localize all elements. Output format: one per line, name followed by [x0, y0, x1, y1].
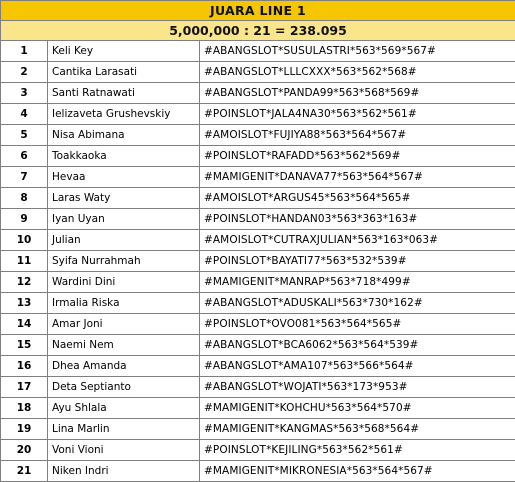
winner-code: #POINSLOT*BAYATI77*563*532*539#: [200, 251, 515, 272]
winner-code: #POINSLOT*JALA4NA30*563*562*561#: [200, 104, 515, 125]
winner-name: Niken Indri: [48, 461, 200, 482]
winner-code: #POINSLOT*OVO081*563*564*565#: [200, 314, 515, 335]
prize-calculation: 5,000,000 : 21 = 238.095: [1, 21, 515, 41]
row-number: 20: [1, 440, 48, 461]
table-row: [1, 83, 515, 104]
winner-name: Voni Vioni: [48, 440, 200, 461]
table-row: [1, 440, 515, 461]
table-row: [1, 188, 515, 209]
winner-name: Julian: [48, 230, 200, 251]
winner-name: Irmalia Riska: [48, 293, 200, 314]
winner-code: #MAMIGENIT*KANGMAS*563*568*564#: [200, 419, 515, 440]
winner-code: #MAMIGENIT*MIKRONESIA*563*564*567#: [200, 461, 515, 482]
row-number: 12: [1, 272, 48, 293]
row-number: 19: [1, 419, 48, 440]
table-row: [1, 419, 515, 440]
winner-name: Cantika Larasati: [48, 62, 200, 83]
winner-code: #MAMIGENIT*DANAVA77*563*564*567#: [200, 167, 515, 188]
winner-name: Iyan Uyan: [48, 209, 200, 230]
table-row: [1, 356, 515, 377]
table-row: [1, 104, 515, 125]
row-number: 9: [1, 209, 48, 230]
table-row: [1, 209, 515, 230]
winner-name: Naemi Nem: [48, 335, 200, 356]
row-number: 18: [1, 398, 48, 419]
row-number: 21: [1, 461, 48, 482]
table-row: [1, 125, 515, 146]
winner-name: Dhea Amanda: [48, 356, 200, 377]
row-number: 17: [1, 377, 48, 398]
subtitle-row: [1, 21, 515, 41]
table-row: [1, 314, 515, 335]
winner-code: #ABANGSLOT*SUSULASTRI*563*569*567#: [200, 41, 515, 62]
row-number: 13: [1, 293, 48, 314]
sheet-title: JUARA LINE 1: [1, 1, 515, 21]
winner-name: Toakkaoka: [48, 146, 200, 167]
table-row: [1, 62, 515, 83]
row-number: 3: [1, 83, 48, 104]
winner-code: #ABANGSLOT*LLLCXXX*563*562*568#: [200, 62, 515, 83]
title-row: [1, 1, 515, 21]
winner-name: Santi Ratnawati: [48, 83, 200, 104]
winner-code: #POINSLOT*HANDAN03*563*363*163#: [200, 209, 515, 230]
winner-code: #ABANGSLOT*BCA6062*563*564*539#: [200, 335, 515, 356]
table-row: [1, 146, 515, 167]
winner-code: #AMOISLOT*CUTRAXJULIAN*563*163*063#: [200, 230, 515, 251]
table-row: [1, 167, 515, 188]
winner-code: #POINSLOT*KEJILING*563*562*561#: [200, 440, 515, 461]
row-number: 1: [1, 41, 48, 62]
winner-code: #ABANGSLOT*AMA107*563*566*564#: [200, 356, 515, 377]
winner-code: #POINSLOT*RAFADD*563*562*569#: [200, 146, 515, 167]
winner-name: Hevaa: [48, 167, 200, 188]
row-number: 14: [1, 314, 48, 335]
table-row: [1, 398, 515, 419]
winner-name: Deta Septianto: [48, 377, 200, 398]
winner-name: Keli Key: [48, 41, 200, 62]
winner-code: #AMOISLOT*FUJIYA88*563*564*567#: [200, 125, 515, 146]
table-row: [1, 272, 515, 293]
winner-name: Lina Marlin: [48, 419, 200, 440]
winner-name: Amar Joni: [48, 314, 200, 335]
winner-name: Nisa Abimana: [48, 125, 200, 146]
table-row: [1, 251, 515, 272]
row-number: 11: [1, 251, 48, 272]
table-row: [1, 461, 515, 482]
row-number: 2: [1, 62, 48, 83]
winner-name: Wardini Dini: [48, 272, 200, 293]
row-number: 10: [1, 230, 48, 251]
winner-name: Ielizaveta Grushevskiy: [48, 104, 200, 125]
winner-code: #MAMIGENIT*MANRAP*563*718*499#: [200, 272, 515, 293]
winner-code: #ABANGSLOT*ADUSKALI*563*730*162#: [200, 293, 515, 314]
winner-code: #AMOISLOT*ARGUS45*563*564*565#: [200, 188, 515, 209]
row-number: 8: [1, 188, 48, 209]
row-number: 6: [1, 146, 48, 167]
winner-code: #MAMIGENIT*KOHCHU*563*564*570#: [200, 398, 515, 419]
table-row: [1, 293, 515, 314]
row-number: 5: [1, 125, 48, 146]
winner-name: Syifa Nurrahmah: [48, 251, 200, 272]
row-number: 15: [1, 335, 48, 356]
winner-code: #ABANGSLOT*WOJATI*563*173*953#: [200, 377, 515, 398]
table-row: [1, 230, 515, 251]
row-number: 16: [1, 356, 48, 377]
table-row: [1, 41, 515, 62]
table-row: [1, 335, 515, 356]
sheet-body: [1, 1, 515, 482]
row-number: 7: [1, 167, 48, 188]
winner-name: Laras Waty: [48, 188, 200, 209]
row-number: 4: [1, 104, 48, 125]
table-row: [1, 377, 515, 398]
winner-name: Ayu Shlala: [48, 398, 200, 419]
winner-code: #ABANGSLOT*PANDA99*563*568*569#: [200, 83, 515, 104]
